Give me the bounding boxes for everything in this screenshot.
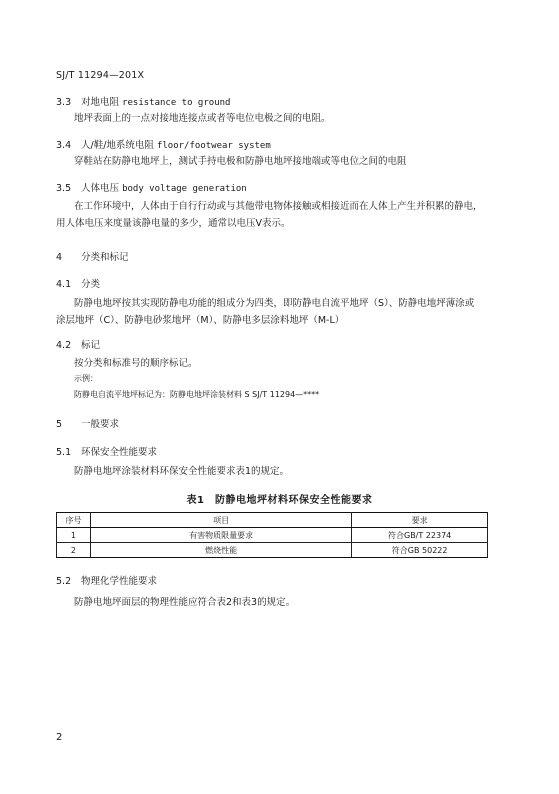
section-number: 5.1 (56, 447, 72, 458)
section-title: 物理化学性能要求 (81, 576, 158, 587)
section-title: 人/鞋/地系统电阻 (81, 140, 154, 151)
section-3-4-heading (56, 137, 271, 151)
section-5-1-text: 防静电地坪涂装材料环保安全性能要求表1的规定。 (74, 466, 290, 477)
example-text: 防静电自流平地坪标记为：防静电地坪涂装材料 S SJ/T 11294—**** (74, 390, 320, 399)
section-3-3-text: 地坪表面上的一点对接地连接点或者等电位电极之间的电阻。 (74, 113, 331, 124)
table-header-row (57, 513, 488, 528)
section-5-1-heading (56, 444, 157, 458)
section-5-2-text: 防静电地坪面层的物理性能应符合表2和表3的规定。 (74, 597, 296, 608)
section-3-4-text: 穿鞋站在防静电地坪上，测试手持电极和防静电地坪接地端或等电位之间的电阻 (74, 156, 407, 167)
section-4-1-text-line-2: 涂层地坪（C）、防静电砂浆地坪（M）、防静电多层涂料地坪（M-L） (56, 315, 345, 326)
section-title: 对地电阻 (81, 97, 120, 108)
section-title-en: resistance to ground (122, 98, 231, 108)
section-4-1-heading (56, 276, 100, 290)
section-title: 分类 (81, 279, 101, 290)
table-cell: 2 (57, 543, 91, 558)
section-3-3-heading (56, 94, 230, 108)
section-title: 人体电压 (81, 183, 120, 194)
section-4-2-text: 按分类和标准号的顺序标记。 (74, 358, 198, 369)
section-number: 4.2 (56, 340, 72, 351)
table-1-caption: 表1 防静电地坪材料环保安全性能要求 (186, 495, 373, 506)
section-title: 一般要求 (81, 419, 120, 430)
table-cell: 符合GB/T 22374 (352, 528, 488, 543)
page-number: 2 (56, 732, 63, 743)
section-number: 5.2 (56, 576, 72, 587)
table-cell: 燃烧性能 (90, 543, 351, 558)
section-3-5-heading (56, 180, 247, 194)
section-number: 3.5 (56, 183, 72, 194)
table-cell: 符合GB 50222 (352, 543, 488, 558)
section-4-heading (56, 249, 129, 263)
section-5-heading (56, 416, 119, 430)
section-title-en: floor/footwear system (156, 141, 271, 151)
table-header-cell: 项目 (90, 513, 351, 528)
document-code: SJ/T 11294—201X (56, 70, 145, 81)
section-5-2-heading (56, 573, 157, 587)
table-1 (56, 512, 488, 558)
section-4-1-text-line-1: 防静电地坪按其实现防静电功能的组成分为四类，即防静电自流平地坪（S）、防静电地坪薄涂或 (74, 298, 475, 309)
table-row (57, 528, 488, 543)
table-cell: 有害物质限量要求 (90, 528, 351, 543)
section-title-en: body voltage generation (122, 184, 247, 194)
section-number: 3.3 (56, 97, 72, 108)
section-4-2-heading (56, 337, 100, 351)
table-row (57, 543, 488, 558)
section-number: 4.1 (56, 279, 72, 290)
section-number: 4 (56, 252, 63, 263)
section-title: 分类和标记 (81, 252, 129, 263)
section-number: 3.4 (56, 140, 72, 151)
example-label: 示例： (74, 374, 98, 383)
section-3-5-text-line-2: 用人体电压来度量该静电量的多少，通常以电压V表示。 (56, 218, 291, 229)
section-number: 5 (56, 419, 63, 430)
section-title: 环保安全性能要求 (81, 447, 158, 458)
table-header-cell: 要求 (352, 513, 488, 528)
table-header-cell: 序号 (57, 513, 91, 528)
section-title: 标记 (81, 340, 101, 351)
table-cell: 1 (57, 528, 91, 543)
section-3-5-text-line-1: 在工作环境中，人体由于自行行动或与其他带电物体接触或相接近而在人体上产生并积累的静电， (74, 201, 483, 212)
